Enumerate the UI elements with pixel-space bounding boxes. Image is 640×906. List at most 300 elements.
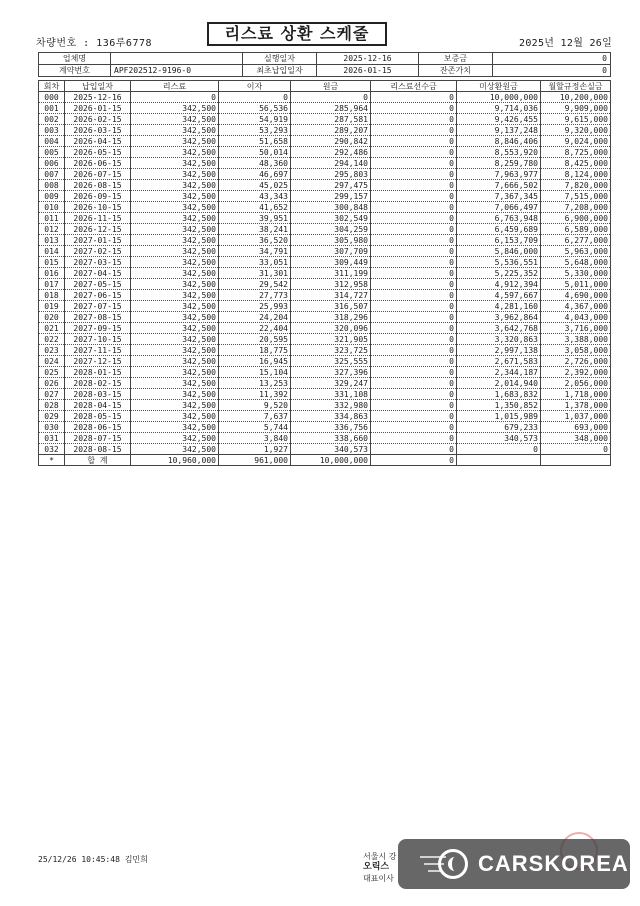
table-row xyxy=(39,290,611,301)
table-cell: 3,058,000 xyxy=(541,345,611,356)
table-row xyxy=(39,411,611,422)
table-cell: 0 xyxy=(371,367,457,378)
table-cell: 025 xyxy=(39,367,65,378)
table-cell: 8,425,000 xyxy=(541,158,611,169)
table-cell: 0 xyxy=(371,301,457,312)
table-cell: 006 xyxy=(39,158,65,169)
table-cell: 342,500 xyxy=(131,378,219,389)
table-cell: 304,259 xyxy=(291,224,371,235)
table-cell: 005 xyxy=(39,147,65,158)
total-cell: 10,960,000 xyxy=(131,455,219,466)
table-cell: 342,500 xyxy=(131,312,219,323)
table-cell: 39,951 xyxy=(219,213,291,224)
table-cell: 342,500 xyxy=(131,246,219,257)
table-cell: 285,964 xyxy=(291,103,371,114)
info-row xyxy=(39,65,611,77)
table-cell: 004 xyxy=(39,136,65,147)
table-cell: 5,963,000 xyxy=(541,246,611,257)
table-cell: 0 xyxy=(371,279,457,290)
table-cell: 320,096 xyxy=(291,323,371,334)
table-cell: 2028-06-15 xyxy=(65,422,131,433)
table-cell: 0 xyxy=(371,444,457,455)
table-cell: 342,500 xyxy=(131,103,219,114)
table-row xyxy=(39,147,611,158)
table-cell: 0 xyxy=(371,411,457,422)
table-cell: 002 xyxy=(39,114,65,125)
table-cell: 342,500 xyxy=(131,169,219,180)
table-row xyxy=(39,345,611,356)
table-cell: 342,500 xyxy=(131,213,219,224)
table-cell: 015 xyxy=(39,257,65,268)
total-cell: 0 xyxy=(371,455,457,466)
table-cell: 316,507 xyxy=(291,301,371,312)
table-cell: 54,919 xyxy=(219,114,291,125)
table-cell: 001 xyxy=(39,103,65,114)
table-cell: 2027-03-15 xyxy=(65,257,131,268)
exec-date-value: 2025-12-16 xyxy=(317,53,419,65)
table-cell: 8,259,780 xyxy=(457,158,541,169)
table-cell: 342,500 xyxy=(131,400,219,411)
table-cell: 679,233 xyxy=(457,422,541,433)
table-cell: 022 xyxy=(39,334,65,345)
table-cell: 2,997,138 xyxy=(457,345,541,356)
table-cell: 342,500 xyxy=(131,433,219,444)
table-cell: 2027-05-15 xyxy=(65,279,131,290)
table-cell: 2,726,000 xyxy=(541,356,611,367)
table-cell: 2,014,940 xyxy=(457,378,541,389)
table-cell: 309,449 xyxy=(291,257,371,268)
column-header: 리스료 xyxy=(131,81,219,92)
column-header: 리스료선수금 xyxy=(371,81,457,92)
table-row xyxy=(39,224,611,235)
table-cell: 9,615,000 xyxy=(541,114,611,125)
table-cell: 325,555 xyxy=(291,356,371,367)
table-cell: 7,666,502 xyxy=(457,180,541,191)
table-row xyxy=(39,235,611,246)
table-cell: 014 xyxy=(39,246,65,257)
table-cell: 0 xyxy=(371,147,457,158)
table-cell: 0 xyxy=(371,268,457,279)
total-cell: * xyxy=(39,455,65,466)
table-cell: 0 xyxy=(371,103,457,114)
table-cell: 8,124,000 xyxy=(541,169,611,180)
table-cell: 1,927 xyxy=(219,444,291,455)
table-cell: 297,475 xyxy=(291,180,371,191)
table-cell: 43,343 xyxy=(219,191,291,202)
table-cell: 4,281,160 xyxy=(457,301,541,312)
table-cell: 0 xyxy=(371,136,457,147)
table-cell: 292,486 xyxy=(291,147,371,158)
table-cell: 2027-01-15 xyxy=(65,235,131,246)
table-cell: 1,015,989 xyxy=(457,411,541,422)
table-cell: 0 xyxy=(371,389,457,400)
table-row xyxy=(39,92,611,103)
table-cell: 56,536 xyxy=(219,103,291,114)
table-row xyxy=(39,125,611,136)
table-body xyxy=(39,92,611,466)
table-cell: 300,848 xyxy=(291,202,371,213)
table-row xyxy=(39,356,611,367)
table-cell: 8,846,406 xyxy=(457,136,541,147)
column-header: 원금 xyxy=(291,81,371,92)
table-cell: 20,595 xyxy=(219,334,291,345)
table-cell: 332,980 xyxy=(291,400,371,411)
table-cell: 287,581 xyxy=(291,114,371,125)
table-cell: 2028-07-15 xyxy=(65,433,131,444)
table-cell: 327,396 xyxy=(291,367,371,378)
table-cell: 3,716,000 xyxy=(541,323,611,334)
table-cell: 46,697 xyxy=(219,169,291,180)
table-cell: 50,014 xyxy=(219,147,291,158)
table-cell: 0 xyxy=(541,444,611,455)
table-cell: 53,293 xyxy=(219,125,291,136)
table-cell: 2028-08-15 xyxy=(65,444,131,455)
table-cell: 2028-02-15 xyxy=(65,378,131,389)
table-cell: 2026-07-15 xyxy=(65,169,131,180)
table-cell: 4,690,000 xyxy=(541,290,611,301)
table-row xyxy=(39,246,611,257)
table-cell: 7,637 xyxy=(219,411,291,422)
print-date: 2025년 12월 26일 xyxy=(519,38,613,49)
table-cell: 0 xyxy=(371,345,457,356)
table-cell: 9,137,248 xyxy=(457,125,541,136)
address-line: 서울시 강 xyxy=(363,852,397,861)
table-cell: 2028-01-15 xyxy=(65,367,131,378)
table-cell: 9,520 xyxy=(219,400,291,411)
table-row xyxy=(39,389,611,400)
watermark-text: CARSKOREA xyxy=(478,851,629,876)
table-cell: 012 xyxy=(39,224,65,235)
table-cell: 2026-12-15 xyxy=(65,224,131,235)
table-cell: 028 xyxy=(39,400,65,411)
table-cell: 003 xyxy=(39,125,65,136)
vehicle-number: 차량번호 : 136루6778 xyxy=(36,38,153,49)
table-cell: 2027-08-15 xyxy=(65,312,131,323)
table-cell: 0 xyxy=(371,433,457,444)
table-row xyxy=(39,444,611,455)
table-cell: 693,000 xyxy=(541,422,611,433)
table-cell: 0 xyxy=(291,92,371,103)
table-cell: 342,500 xyxy=(131,235,219,246)
table-cell: 2026-01-15 xyxy=(65,103,131,114)
table-cell: 0 xyxy=(457,444,541,455)
table-cell: 0 xyxy=(371,356,457,367)
table-cell: 342,500 xyxy=(131,202,219,213)
table-cell: 31,301 xyxy=(219,268,291,279)
residual-value: 0 xyxy=(493,65,611,77)
table-cell: 342,500 xyxy=(131,290,219,301)
table-cell: 017 xyxy=(39,279,65,290)
table-cell: 0 xyxy=(219,92,291,103)
table-cell: 27,773 xyxy=(219,290,291,301)
table-cell: 38,241 xyxy=(219,224,291,235)
table-cell: 342,500 xyxy=(131,114,219,125)
speed-streak-icon xyxy=(424,863,444,865)
table-cell: 290,842 xyxy=(291,136,371,147)
table-cell: 342,500 xyxy=(131,422,219,433)
table-cell: 7,963,977 xyxy=(457,169,541,180)
table-row xyxy=(39,180,611,191)
table-cell: 25,993 xyxy=(219,301,291,312)
table-cell: 11,392 xyxy=(219,389,291,400)
table-cell: 0 xyxy=(371,235,457,246)
table-cell: 030 xyxy=(39,422,65,433)
table-cell: 0 xyxy=(371,158,457,169)
table-cell: 342,500 xyxy=(131,158,219,169)
table-cell: 011 xyxy=(39,213,65,224)
table-cell: 2027-02-15 xyxy=(65,246,131,257)
table-cell: 342,500 xyxy=(131,125,219,136)
company-address xyxy=(363,851,396,884)
table-cell: 8,725,000 xyxy=(541,147,611,158)
company-label: 업체명 xyxy=(39,53,111,65)
table-cell: 2027-11-15 xyxy=(65,345,131,356)
table-row xyxy=(39,433,611,444)
table-cell: 342,500 xyxy=(131,411,219,422)
table-cell: 1,378,000 xyxy=(541,400,611,411)
table-cell: 4,367,000 xyxy=(541,301,611,312)
table-cell: 342,500 xyxy=(131,257,219,268)
table-cell: 342,500 xyxy=(131,268,219,279)
table-cell: 18,775 xyxy=(219,345,291,356)
table-cell: 321,905 xyxy=(291,334,371,345)
deposit-value: 0 xyxy=(493,53,611,65)
first-pay-label: 최초납입일자 xyxy=(243,65,317,77)
table-cell: 0 xyxy=(371,422,457,433)
table-cell: 342,500 xyxy=(131,191,219,202)
table-cell: 8,553,920 xyxy=(457,147,541,158)
table-cell: 2026-09-15 xyxy=(65,191,131,202)
table-cell: 7,820,000 xyxy=(541,180,611,191)
table-cell: 0 xyxy=(371,180,457,191)
table-row xyxy=(39,213,611,224)
table-cell: 1,350,852 xyxy=(457,400,541,411)
table-cell: 34,791 xyxy=(219,246,291,257)
total-cell: 합 계 xyxy=(65,455,131,466)
table-cell: 323,725 xyxy=(291,345,371,356)
table-cell: 342,500 xyxy=(131,224,219,235)
table-cell: 029 xyxy=(39,411,65,422)
table-cell: 1,683,832 xyxy=(457,389,541,400)
table-cell: 305,980 xyxy=(291,235,371,246)
table-row xyxy=(39,323,611,334)
table-cell: 2026-05-15 xyxy=(65,147,131,158)
table-cell: 3,388,000 xyxy=(541,334,611,345)
table-cell: 7,367,345 xyxy=(457,191,541,202)
speed-streak-icon xyxy=(420,856,446,858)
table-cell: 342,500 xyxy=(131,147,219,158)
total-cell xyxy=(541,455,611,466)
total-cell: 961,000 xyxy=(219,455,291,466)
table-cell: 342,500 xyxy=(131,301,219,312)
table-cell: 24,204 xyxy=(219,312,291,323)
table-cell: 0 xyxy=(131,92,219,103)
table-row xyxy=(39,378,611,389)
table-cell: 0 xyxy=(371,114,457,125)
repayment-schedule-table xyxy=(38,80,611,466)
table-cell: 318,296 xyxy=(291,312,371,323)
table-cell: 312,958 xyxy=(291,279,371,290)
residual-label: 잔존가치 xyxy=(419,65,493,77)
table-cell: 007 xyxy=(39,169,65,180)
table-row xyxy=(39,114,611,125)
table-row xyxy=(39,301,611,312)
table-cell: 9,909,000 xyxy=(541,103,611,114)
table-cell: 2026-04-15 xyxy=(65,136,131,147)
table-row xyxy=(39,136,611,147)
table-row xyxy=(39,103,611,114)
table-row xyxy=(39,191,611,202)
table-cell: 29,542 xyxy=(219,279,291,290)
table-cell: 5,846,000 xyxy=(457,246,541,257)
table-cell: 329,247 xyxy=(291,378,371,389)
table-cell: 0 xyxy=(371,400,457,411)
table-cell: 36,520 xyxy=(219,235,291,246)
exec-date-label: 실행일자 xyxy=(243,53,317,65)
total-cell: 10,000,000 xyxy=(291,455,371,466)
table-cell: 10,200,000 xyxy=(541,92,611,103)
table-cell: 6,277,000 xyxy=(541,235,611,246)
column-header: 회차 xyxy=(39,81,65,92)
table-cell: 2026-10-15 xyxy=(65,202,131,213)
table-cell: 2,344,187 xyxy=(457,367,541,378)
table-cell: 2028-03-15 xyxy=(65,389,131,400)
table-row xyxy=(39,257,611,268)
deposit-label: 보증금 xyxy=(419,53,493,65)
table-cell: 342,500 xyxy=(131,444,219,455)
table-cell: 342,500 xyxy=(131,334,219,345)
table-cell: 008 xyxy=(39,180,65,191)
table-cell: 7,515,000 xyxy=(541,191,611,202)
table-cell: 342,500 xyxy=(131,136,219,147)
table-cell: 3,642,768 xyxy=(457,323,541,334)
table-cell: 024 xyxy=(39,356,65,367)
table-cell: 5,536,551 xyxy=(457,257,541,268)
table-cell: 2026-02-15 xyxy=(65,114,131,125)
table-cell: 2,392,000 xyxy=(541,367,611,378)
column-header: 미상환원금 xyxy=(457,81,541,92)
table-row xyxy=(39,202,611,213)
contract-label: 계약번호 xyxy=(39,65,111,77)
table-cell: 2027-07-15 xyxy=(65,301,131,312)
table-cell: 032 xyxy=(39,444,65,455)
table-cell: 342,500 xyxy=(131,389,219,400)
table-cell: 0 xyxy=(371,246,457,257)
table-cell: 6,589,000 xyxy=(541,224,611,235)
column-header: 월할규정손실금 xyxy=(541,81,611,92)
table-cell: 2028-05-15 xyxy=(65,411,131,422)
table-cell: 027 xyxy=(39,389,65,400)
table-cell: 6,459,689 xyxy=(457,224,541,235)
table-cell: 5,648,000 xyxy=(541,257,611,268)
ceo-line: 대표이사 xyxy=(363,874,394,883)
table-cell: 15,104 xyxy=(219,367,291,378)
table-cell: 021 xyxy=(39,323,65,334)
table-cell: 010 xyxy=(39,202,65,213)
table-cell: 314,727 xyxy=(291,290,371,301)
table-cell: 2027-10-15 xyxy=(65,334,131,345)
table-cell: 2,671,583 xyxy=(457,356,541,367)
table-cell: 0 xyxy=(371,257,457,268)
table-cell: 0 xyxy=(371,378,457,389)
table-cell: 295,803 xyxy=(291,169,371,180)
table-cell: 2,056,000 xyxy=(541,378,611,389)
table-cell: 5,330,000 xyxy=(541,268,611,279)
table-cell: 41,652 xyxy=(219,202,291,213)
table-cell: 294,140 xyxy=(291,158,371,169)
table-cell: 7,066,497 xyxy=(457,202,541,213)
table-cell: 13,253 xyxy=(219,378,291,389)
table-cell: 10,000,000 xyxy=(457,92,541,103)
document-title: 리스료 상환 스케줄 xyxy=(207,22,387,46)
table-cell: 2027-09-15 xyxy=(65,323,131,334)
table-cell: 7,208,000 xyxy=(541,202,611,213)
table-cell: 2025-12-16 xyxy=(65,92,131,103)
table-cell: 342,500 xyxy=(131,323,219,334)
table-cell: 2026-06-15 xyxy=(65,158,131,169)
table-cell: 0 xyxy=(371,213,457,224)
table-row xyxy=(39,334,611,345)
table-cell: 5,225,352 xyxy=(457,268,541,279)
table-cell: 342,500 xyxy=(131,180,219,191)
carskorea-watermark xyxy=(398,839,630,889)
table-cell: 336,756 xyxy=(291,422,371,433)
print-stamp: 25/12/26 10:45:48 김민희 xyxy=(38,855,148,864)
table-row xyxy=(39,158,611,169)
table-cell: 016 xyxy=(39,268,65,279)
table-cell: 2028-04-15 xyxy=(65,400,131,411)
table-cell: 51,658 xyxy=(219,136,291,147)
table-cell: 2026-08-15 xyxy=(65,180,131,191)
table-cell: 4,043,000 xyxy=(541,312,611,323)
table-cell: 0 xyxy=(371,125,457,136)
table-cell: 1,037,000 xyxy=(541,411,611,422)
table-cell: 45,025 xyxy=(219,180,291,191)
speed-streak-icon xyxy=(428,870,442,872)
table-cell: 0 xyxy=(371,191,457,202)
table-cell: 2026-11-15 xyxy=(65,213,131,224)
table-cell: 289,207 xyxy=(291,125,371,136)
table-cell: 3,962,864 xyxy=(457,312,541,323)
table-cell: 6,763,948 xyxy=(457,213,541,224)
total-cell xyxy=(457,455,541,466)
company-name: 오릭스 xyxy=(363,862,390,872)
table-cell: 338,660 xyxy=(291,433,371,444)
table-cell: 4,912,394 xyxy=(457,279,541,290)
table-cell: 6,900,000 xyxy=(541,213,611,224)
table-cell: 342,500 xyxy=(131,279,219,290)
table-cell: 019 xyxy=(39,301,65,312)
table-cell: 340,573 xyxy=(457,433,541,444)
table-cell: 031 xyxy=(39,433,65,444)
table-cell: 4,597,667 xyxy=(457,290,541,301)
table-cell: 0 xyxy=(371,290,457,301)
table-cell: 340,573 xyxy=(291,444,371,455)
table-cell: 3,840 xyxy=(219,433,291,444)
table-cell: 48,360 xyxy=(219,158,291,169)
table-cell: 33,051 xyxy=(219,257,291,268)
table-cell: 3,320,863 xyxy=(457,334,541,345)
company-value xyxy=(111,53,243,65)
contract-value: APF202512-9196-0 xyxy=(111,65,243,77)
table-cell: 2027-04-15 xyxy=(65,268,131,279)
table-cell: 307,709 xyxy=(291,246,371,257)
table-cell: 0 xyxy=(371,312,457,323)
table-header-row xyxy=(39,81,611,92)
total-row xyxy=(39,455,611,466)
table-cell: 302,549 xyxy=(291,213,371,224)
first-pay-value: 2026-01-15 xyxy=(317,65,419,77)
